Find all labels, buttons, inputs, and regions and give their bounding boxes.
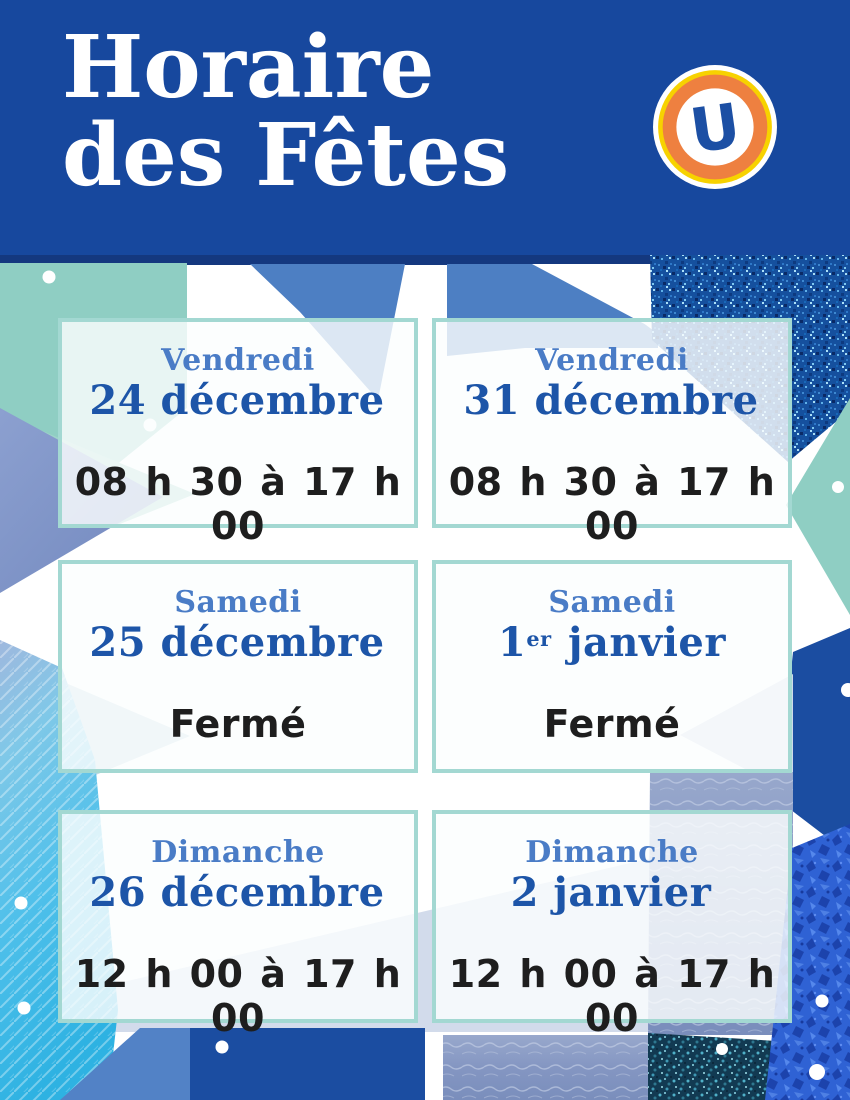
header-banner [0,0,850,255]
schedule-card [432,318,792,548]
card-date: 2 janvier [510,869,712,916]
card-hours: 08 h 30 à 17 h 00 [448,460,776,548]
card-hours: Fermé [543,702,681,746]
schedule-card [58,318,418,548]
card-hours: 12 h 00 à 17 h 00 [448,952,776,1040]
card-date: 31 décembre [463,377,759,424]
card-day-label: Samedi [174,585,302,620]
schedule-card [432,810,792,1040]
title-line-2: des Fêtes [62,105,510,206]
card-day-label: Dimanche [525,835,699,870]
schedule-card [432,560,792,773]
card-day-label: Vendredi [161,343,315,378]
card-date: 1er janvier [498,619,726,666]
card-date: 24 décembre [89,377,385,424]
page-title [62,17,510,206]
card-hours: 12 h 00 à 17 h 00 [74,952,402,1040]
card-day-label: Vendredi [535,343,689,378]
card-day-label: Dimanche [151,835,325,870]
logo-letter-u: U [685,90,745,168]
date-superscript: er [526,625,552,651]
card-date: 26 décembre [89,869,385,916]
card-hours: 08 h 30 à 17 h 00 [74,460,402,548]
schedule-card [58,810,418,1040]
brand-logo [652,64,778,190]
title-line-1: Horaire [62,17,435,118]
schedule-card [58,560,418,773]
card-date: 25 décembre [89,619,385,666]
card-day-label: Samedi [548,585,676,620]
card-hours: Fermé [169,702,307,746]
